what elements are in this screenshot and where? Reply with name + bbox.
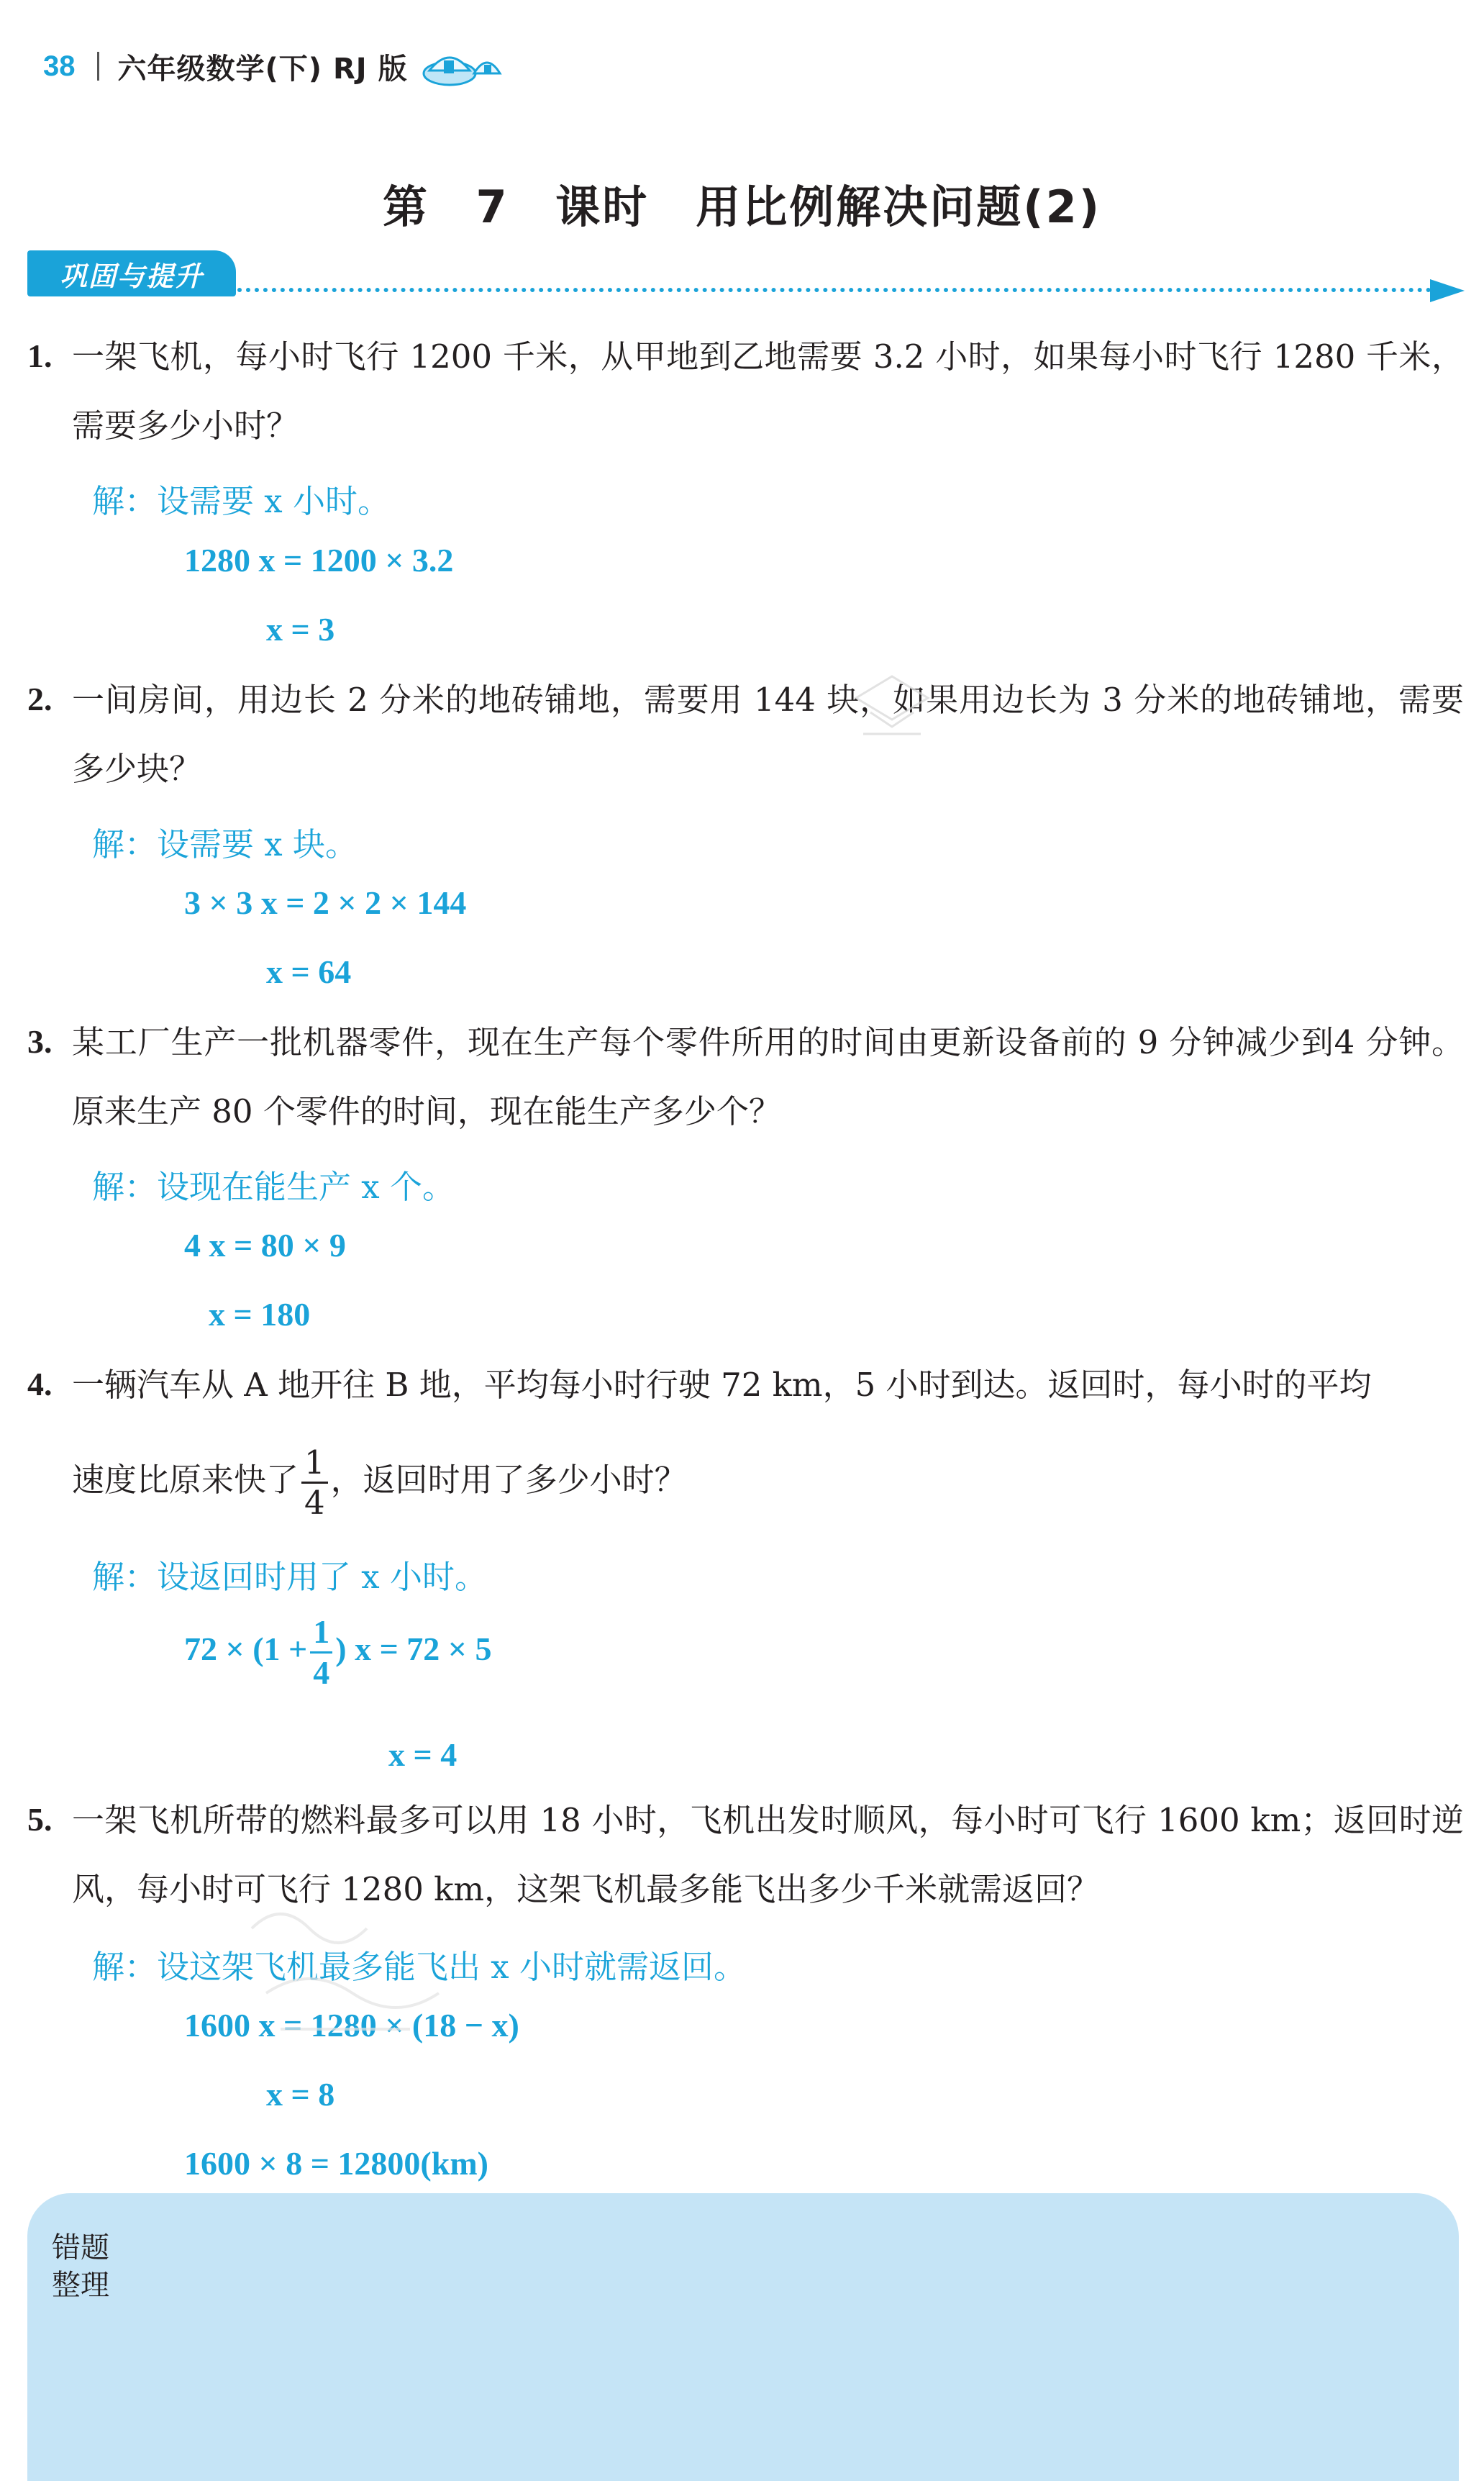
equation-part: 72 × (1 +: [184, 1630, 308, 1668]
snowman-houses-icon: [421, 42, 507, 91]
fraction: [310, 1615, 332, 1689]
problem-text-line1: 一辆汽车从 A 地开往 B 地，平均每小时行驶 72 km，5 小时到达。返回时，每小时的平均: [72, 1366, 1372, 1404]
error-notes-label-line: 错题: [52, 2231, 109, 2264]
section-dotted-line: [237, 288, 1431, 292]
fraction-numerator: 1: [301, 1446, 328, 1484]
answer-intro: 解：设这架飞机最多能飞出 x 小时就需返回。: [92, 1948, 746, 1986]
answer-equation: 1280 x = 1200 × 3.2: [184, 542, 454, 579]
answer-intro: 解：设需要 x 块。: [92, 825, 358, 863]
problem-number: 3.: [27, 1023, 53, 1060]
problem-text-part: 速度比原来快了: [72, 1461, 299, 1499]
problem-number: 4.: [27, 1366, 53, 1402]
answer-intro: 解：设现在能生产 x 个。: [92, 1168, 455, 1206]
answer-equation: 4 x = 80 × 9: [184, 1227, 346, 1264]
answer-equation: 3 × 3 x = 2 × 2 × 144: [184, 884, 467, 921]
arrow-right-icon: [1430, 279, 1465, 302]
problem-text: 一间房间，用边长 2 分米的地砖铺地，需要用 144 块，如果用边长为 3 分米的地砖铺地，需要多少块？: [72, 681, 1464, 788]
answer-equation: x = 180: [209, 1296, 311, 1333]
equation-part: ) x = 72 × 5: [335, 1630, 492, 1668]
lesson-title: 第 7 课时 用比例解决问题(2): [382, 181, 1102, 233]
answer-equation: 1600 × 8 = 12800(km): [184, 2145, 488, 2182]
watermark-stamp: [849, 669, 935, 756]
fraction-denominator: 4: [304, 1484, 325, 1522]
error-notes-box: [27, 2193, 1459, 2481]
answer-equation: x = 64: [266, 953, 352, 990]
answer-equation: [184, 1615, 492, 1689]
answer-intro: 解：设返回时用了 x 小时。: [92, 1558, 487, 1596]
problem-number: 1.: [27, 337, 53, 374]
error-notes-label: [52, 2229, 109, 2304]
fraction-numerator: 1: [310, 1615, 332, 1654]
problem-text: 一架飞机所带的燃料最多可以用 18 小时，飞机出发时顺风，每小时可飞行 1600 km；返回时逆风，每小时可飞行 1280 km，这架飞机最多能飞出多少千米就需返回？: [72, 1801, 1464, 1908]
fraction-denominator: 4: [313, 1654, 330, 1691]
fraction: [301, 1443, 328, 1522]
problem-text: 某工厂生产一批机器零件，现在生产每个零件所用的时间由更新设备前的 9 分钟减少到4 分钟。原来生产 80 个零件的时间，现在能生产多少个？: [72, 1023, 1464, 1130]
problem-text-part: ，返回时用了多少小时？: [330, 1461, 687, 1499]
error-notes-label-line: 整理: [52, 2269, 109, 2302]
problem-text-line2: [72, 1443, 1464, 1522]
problem-number: 5.: [27, 1801, 53, 1838]
answer-equation: x = 8: [266, 2076, 335, 2113]
answer-intro: 解：设需要 x 小时。: [92, 482, 390, 520]
problem-text: 一架飞机，每小时飞行 1200 千米，从甲地到乙地需要 3.2 小时，如果每小时飞行 1280 千米，需要多少小时？: [72, 337, 1464, 445]
header-divider: [97, 52, 99, 81]
page-header: [43, 45, 507, 88]
section-tag: 巩固与提升: [27, 250, 236, 296]
problem-number: 2.: [27, 681, 53, 717]
watermark-stamp: [237, 1885, 453, 2065]
answer-equation: x = 3: [266, 611, 335, 648]
answer-equation: 1600 x = 1280 × (18 − x): [184, 2007, 519, 2044]
page-number: 38: [43, 50, 76, 82]
answer-equation: x = 4: [388, 1736, 458, 1773]
book-title: 六年级数学(下) RJ 版: [117, 52, 408, 86]
